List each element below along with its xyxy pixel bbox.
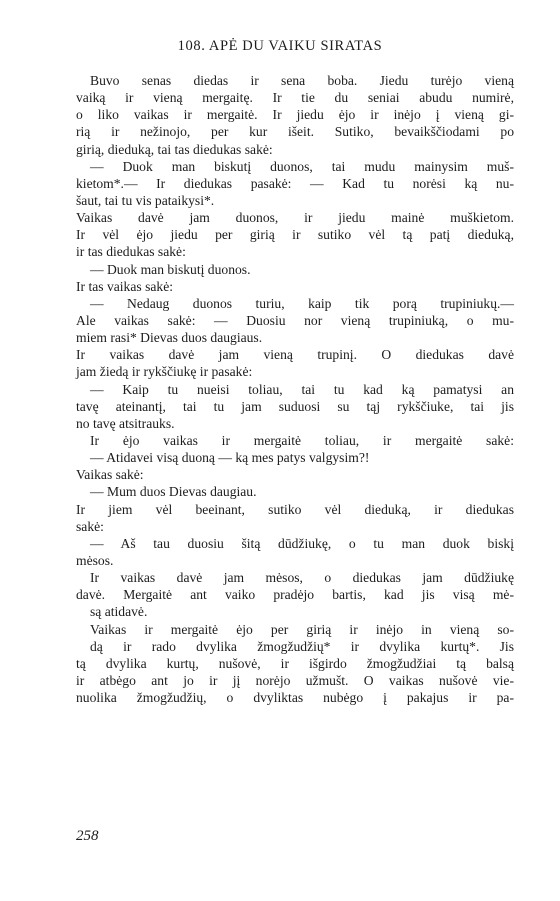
text-line: Ir tas vaikas sakė: — [76, 278, 174, 294]
text-line: Ir ėjo vaikas ir mergaitė toliau, ir mergaitė sakė: — [90, 432, 514, 448]
text-line: Ir jiem vėl beeinant, sutiko vėl dieduką, ir diedukas — [76, 501, 514, 517]
text-line: girią, dieduką, tai tas diedukas sakė: — [76, 141, 273, 157]
text-line: Vaikas davė jam duonos, ir jiedu mainė muškietom. — [76, 210, 514, 226]
text-line: Ir vėl ėjo jiedu per girią ir sutiko vėl tą patį dieduką, — [76, 227, 514, 243]
text-line: Vaikas ir mergaitė ėjo per girią ir inėjo in vieną so- — [90, 621, 514, 637]
text-line: Vaikas sakė: — [76, 467, 144, 483]
text-line: — Nedaug duonos turiu, kaip tik porą trupiniukų.— — [90, 295, 514, 311]
text-line: — Atidavei visą duoną — ką mes patys valgysim?! — [90, 450, 370, 466]
text-line: kietom*.— Ir diedukas pasakė: — Kad tu norėsi ką nu- — [76, 175, 514, 191]
text-line: no tavę atsitrauks. — [76, 415, 175, 431]
text-line: nuolika žmogžudžių, o dvyliktas nubėgo į pakajus ir pa- — [76, 690, 514, 706]
text-line: są atidavė. — [90, 604, 148, 620]
text-line: ir atbėgo ant jo ir jį norėjo užmušt. O vaikas nušovė vie- — [76, 672, 514, 688]
body-text — [76, 72, 514, 706]
chapter-title: 108. APĖ DU VAIKU SIRATAS — [177, 38, 383, 54]
text-line: — Duok man biskutį duonos. — [90, 261, 251, 277]
text-line: Buvo senas diedas ir sena boba. Jiedu turėjo vieną — [90, 73, 514, 88]
text-line: — Duok man biskutį duonos, tai mudu mainysim muš- — [90, 158, 514, 174]
text-line: — Aš tau duosiu šitą dūdžiukę, o tu man duok biskį — [90, 535, 514, 551]
text-line: vaiką ir vieną mergaitę. Ir tie du seniai abudu numirė, — [76, 90, 514, 106]
text-line: davė. Mergaitė ant vaiko pradėjo bartis, kad jis visą mė- — [76, 587, 514, 603]
text-line: dą ir rado dvylika žmogžudžių* ir dvylika kurtų*. Jis — [90, 638, 514, 654]
page-number: 258 — [76, 828, 99, 844]
text-line: o liko vaikas ir mergaitė. Ir jiedu ėjo ir inėjo į vieną gi- — [76, 107, 514, 123]
text-line: — Mum duos Dievas daugiau. — [90, 484, 257, 500]
text-line: tavę ateinantį, tai tu jam suduosi su tąj rykščiuke, tai jis — [76, 398, 514, 414]
text-line: rią ir nežinojo, per kur išeit. Sutiko, bevaikščiodami po — [76, 124, 514, 140]
text-line: ir tas diedukas sakė: — [76, 244, 186, 260]
text-line: mėsos. — [76, 552, 114, 568]
text-line: Ir vaikas davė jam mėsos, o diedukas jam dūdžiukę — [90, 570, 514, 586]
text-line: tą dvylika kurtų, nušovė, ir išgirdo žmogžudžiai tą balsą — [76, 655, 514, 671]
text-line: sakė: — [76, 518, 104, 534]
text-line: — Kaip tu nueisi toliau, tai tu kad ką pamatysi an — [90, 381, 514, 397]
text-line: Ir vaikas davė jam vieną trupinį. O diedukas davė — [76, 347, 514, 363]
text-line: jam žiedą ir rykščiukę ir pasakė: — [76, 364, 253, 380]
text-line: Ale vaikas sakė: — Duosiu nor vieną trupiniuką, o mu- — [76, 312, 514, 328]
text-line: miem rasi* Dievas duos daugiaus. — [76, 330, 263, 346]
text-line: šaut, tai tu vis pataikysi*. — [76, 192, 215, 208]
